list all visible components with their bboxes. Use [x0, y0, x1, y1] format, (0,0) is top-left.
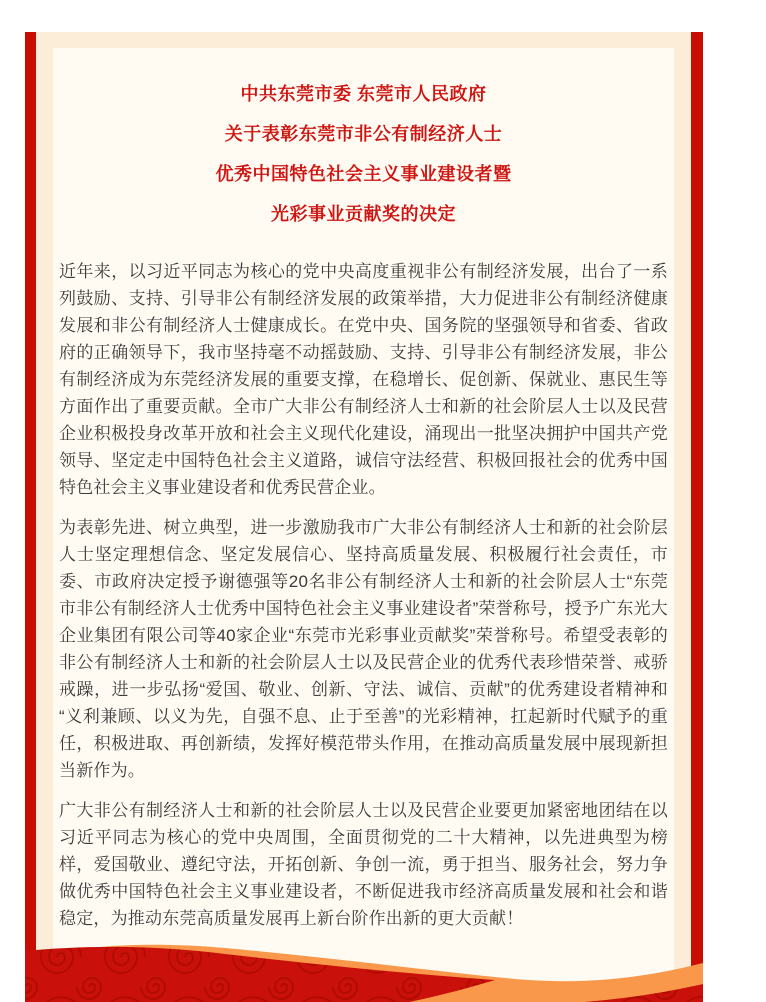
- paragraph-1: 近年来，以习近平同志为核心的党中央高度重视非公有制经济发展，出台了一系列鼓励、支持、引导非公有制经济发展的政策举措，大力促进非公有制经济健康发展和非公有制经济人士健康成长。在党中央、国务院的坚强领导和省委、省政府的正确领导下，我市坚持毫不动摇鼓励、支持、引导非公有制经济发展，非公有制经济成为东莞经济发展的重要支撑，在稳增长、促创新、保就业、惠民生等方面作出了重要贡献。全市广大非公有制经济人士和新的社会阶层人士以及民营企业积极投身改革开放和社会主义现代化建设，涌现出一批坚决拥护中国共产党领导、坚定走中国特色社会主义道路，诚信守法经营、积极回报社会的优秀中国特色社会主义事业建设者和优秀民营企业。: [59, 262, 668, 497]
- document-title: [59, 74, 668, 234]
- title-line-2: 关于表彰东莞市非公有制经济人士: [224, 124, 503, 144]
- paragraph-3: 广大非公有制经济人士和新的社会阶层人士以及民营企业要更加紧密地团结在以习近平同志为核心的党中央周围，全面贯彻党的二十大精神，以先进典型为榜样，爱国敬业、遵纪守法，开拓创新、争创一流，勇于担当、服务社会，努力争做优秀中国特色社会主义事业建设者，不断促进我市经济高质量发展和社会和谐稳定，为推动东莞高质量发展再上新台阶作出新的更大贡献！: [59, 801, 668, 928]
- content-panel: [53, 48, 674, 1002]
- document-body: [59, 258, 668, 932]
- title-line-1: 中共东莞市委 东莞市人民政府: [240, 84, 487, 104]
- title-line-4: 光彩事业贡献奖的决定: [271, 204, 456, 224]
- article-content: [53, 48, 674, 932]
- paragraph-2: 为表彰先进、树立典型，进一步激励我市广大非公有制经济人士和新的社会阶层人士坚定理想信念、坚定发展信心、坚持高质量发展、积极履行社会责任，市委、市政府决定授予谢德强等20名非公有制经济人士和新的社会阶层人士“东莞市非公有制经济人士优秀中国特色社会主义事业建设者”荣誉称号，授予广东光大企业集团有限公司等40家企业“东莞市光彩事业贡献奖”荣誉称号。希望受表彰的非公有制经济人士和新的社会阶层人士以及民营企业的优秀代表珍惜荣誉、戒骄戒躁，进一步弘扬“爱国、敬业、创新、守法、诚信、贡献”的优秀建设者精神和“义利兼顾、以义为先，自强不息、止于至善”的光彩精神，扛起新时代赋予的重任，积极进取、再创新绩，发挥好模范带头作用，在推动高质量发展中展现新担当新作为。: [59, 518, 668, 780]
- footer-wave-decoration: [25, 927, 703, 1002]
- footer-waves-svg: [25, 927, 703, 1002]
- title-line-3: 优秀中国特色社会主义事业建设者暨: [215, 164, 512, 184]
